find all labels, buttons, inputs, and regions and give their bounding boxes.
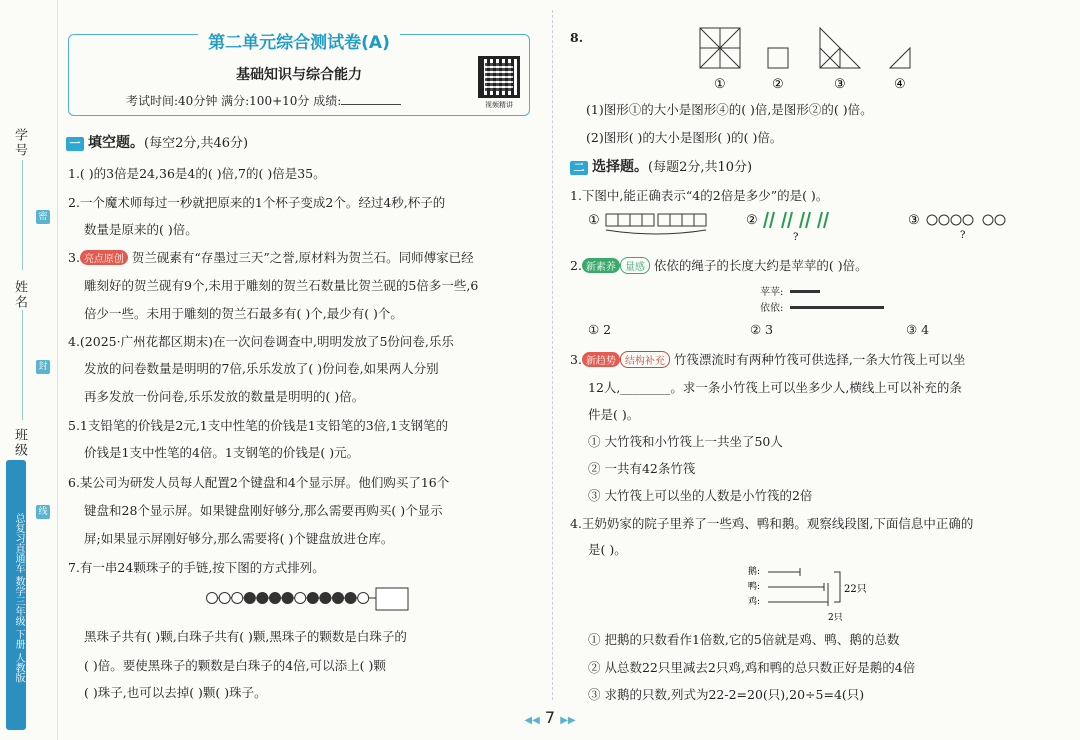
shape-2	[768, 48, 788, 68]
shape-label: ③	[834, 77, 846, 92]
choice-4-option: ② 从总数22只里减去2只鸡,鸡和鸭的总只数正好是鹅的4倍	[588, 660, 916, 675]
choice-question-4: 是( )。	[588, 542, 627, 557]
svg-text:③: ③	[908, 213, 920, 228]
rope-label: 苹苹:	[760, 287, 784, 298]
exam-info: 考试时间:40分钟 满分:100+10分 成绩:	[126, 92, 401, 109]
question-7-line: ( )倍。要使黑珠子的颗数是白珠子的4倍,可以添上( )颗	[84, 658, 386, 673]
svg-text:鸡:: 鸡:	[748, 597, 761, 607]
question-4-line: 4.(2025·广州花都区期末)在一次问卷调查中,明明发放了5份问卷,乐乐	[68, 334, 454, 349]
class-label: 班级	[12, 428, 27, 458]
option-3-circles	[927, 215, 1005, 225]
choice-question-1: 1.下图中,能正确表示“4的2倍是多少”的是( )。	[570, 188, 829, 203]
black-bead	[244, 593, 255, 604]
question-6-line: 键盘和28个显示屏。如果键盘刚好够分,那么需要再购买( )个显示	[84, 503, 443, 518]
svg-text:①: ①	[588, 213, 600, 228]
question-3-line: 倍少一些。未用于雕刻的贺兰石最多有( )个,最少有( )个。	[84, 306, 403, 321]
black-bead	[270, 593, 281, 604]
structure-tag: 结构补充	[620, 351, 670, 368]
seal-mark: 线	[36, 505, 50, 519]
shape-1	[700, 28, 740, 68]
black-bead	[345, 593, 356, 604]
white-bead	[219, 593, 230, 604]
svg-text:鹅:: 鹅:	[748, 567, 761, 577]
margin-strip	[0, 0, 58, 740]
white-bead	[358, 593, 369, 604]
rope-yiyi	[790, 306, 884, 309]
choice-2-option: ② 3	[750, 322, 774, 337]
question-7-line: 7.有一串24颗珠子的手链,按下图的方式排列。	[68, 560, 325, 575]
black-bead	[333, 593, 344, 604]
question-8-number: 8.	[570, 30, 584, 45]
black-bead	[307, 593, 318, 604]
question-5-line: 5.1支铅笔的价钱是2元,1支中性笔的价钱是1支铅笔的3倍,1支钢笔的	[68, 418, 449, 433]
bead-bracelet-figure	[204, 586, 410, 614]
qr-caption: 视频精讲	[485, 101, 513, 109]
question-4-line: 发放的问卷数量是明明的7倍,乐乐发放了( )份问卷,如果两人分别	[84, 361, 439, 376]
shape-label: ④	[894, 77, 906, 92]
page-divider	[552, 10, 553, 700]
new-skill-tag: 新素养	[582, 258, 620, 273]
option-2-sticks	[764, 212, 828, 228]
shapes-figure	[696, 26, 936, 94]
choice-2-option: ① 2	[588, 322, 612, 337]
question-3-line: 雕刻好的贺兰砚有9个,未用于雕刻的贺兰石数量比贺兰砚的5倍多一些,6	[84, 278, 479, 293]
svg-text:22只: 22只	[844, 584, 867, 595]
question-4-line: 再多发放一份问卷,乐乐发放的数量是明明的( )倍。	[84, 389, 365, 404]
black-bead	[257, 593, 268, 604]
choice-4-option: ③ 求鹅的只数,列式为22-2=20(只),20÷5=4(只)	[588, 687, 865, 702]
svg-text:鸭:: 鸭:	[748, 582, 761, 592]
section-number: 一	[66, 137, 84, 151]
section-1-header: 一 填空题。(每空2分,共46分)	[66, 132, 248, 152]
rope-label: 依依:	[760, 303, 784, 314]
question-2-line: 数量是原来的( )倍。	[84, 222, 198, 237]
next-arrow-icon: ▶▶	[560, 715, 576, 726]
margin-line	[22, 160, 23, 270]
choice-3-line: 件是( )。	[588, 407, 640, 422]
original-tag: 亮点原创	[80, 250, 128, 265]
choice-3-line: 12人,________。求一条小竹筏上可以坐多少人,横线上可以补充的条	[588, 380, 962, 395]
svg-text:2只: 2只	[828, 613, 843, 623]
question-3-line: 3. 亮点原创 贺兰砚素有“存墨过三天”之誉,原材料为贺兰石。同师傅家已经	[68, 250, 474, 265]
option-1-boxes	[606, 214, 706, 234]
shape-label: ②	[772, 77, 784, 92]
name-label: 姓名	[12, 280, 27, 310]
prev-arrow-icon: ◀◀	[524, 715, 540, 726]
margin-line	[22, 310, 23, 420]
question-5-line: 价钱是1支中性笔的4倍。1支钢笔的价钱是( )元。	[84, 445, 360, 460]
svg-text:?: ?	[793, 232, 799, 240]
black-bead	[282, 593, 293, 604]
page-subtitle: 基础知识与综合能力	[236, 67, 362, 83]
choice-3-option: ① 大竹筏和小竹筏上一共坐了50人	[588, 434, 783, 449]
section-number: 二	[570, 161, 588, 175]
choice-1-figures	[588, 208, 1048, 240]
rope-pingping	[790, 290, 820, 293]
choice-2-option: ③ 4	[906, 322, 930, 337]
choice-question-2: 2. 新素养 量感 依依的绳子的长度大约是苹苹的( )倍。	[570, 258, 868, 273]
question-6-line: 屏;如果显示屏刚好够分,那么需要将( )个键盘放进仓库。	[84, 531, 394, 546]
question-6-line: 6.某公司为研发人员每人配置2个键盘和4个显示屏。他们购买了16个	[68, 475, 450, 490]
svg-text:②: ②	[746, 213, 758, 228]
question-2-line: 2.一个魔术师每过一秒就把原来的1个杯子变成2个。经过4秒,杯子的	[68, 195, 446, 210]
section-2-header: 二 选择题。(每题2分,共10分)	[570, 156, 752, 176]
line-segment-diagram	[748, 562, 888, 628]
choice-4-option: ① 把鹅的只数看作1倍数,它的5倍就是鸡、鸭、鹅的总数	[588, 632, 900, 647]
shape-label: ①	[714, 77, 726, 92]
bracelet-clasp	[376, 588, 408, 610]
shape-4	[890, 48, 910, 68]
new-trend-tag: 新趋势	[582, 352, 620, 367]
seal-mark: 密	[36, 210, 50, 224]
question-1: 1.( )的3倍是24,36是4的( )倍,7的( )倍是35。	[68, 166, 326, 181]
white-bead	[207, 593, 218, 604]
choice-3-option: ③ 大竹筏上可以坐的人数是小竹筏的2倍	[588, 488, 813, 503]
question-8-line: (2)图形( )的大小是图形( )的( )倍。	[586, 130, 783, 145]
white-bead	[295, 593, 306, 604]
seal-mark: 封	[36, 360, 50, 374]
sense-tag: 量感	[620, 257, 650, 274]
white-bead	[232, 593, 243, 604]
student-no-label: 学号	[12, 128, 27, 158]
choice-question-3: 3. 新趋势 结构补充 竹筏漂流时有两种竹筏可供选择,一条大竹筏上可以坐	[570, 352, 966, 367]
question-8-line: (1)图形①的大小是图形④的( )倍,是图形②的( )倍。	[586, 102, 873, 117]
question-7-line: 黑珠子共有( )颗,白珠子共有( )颗,黑珠子的颗数是白珠子的	[84, 629, 407, 644]
black-bead	[320, 593, 331, 604]
svg-text:?: ?	[960, 230, 966, 240]
choice-3-option: ② 一共有42条竹筏	[588, 461, 696, 476]
qr-code-icon[interactable]	[478, 56, 520, 98]
page-title: 第二单元综合测试卷(A)	[198, 28, 400, 53]
question-7-line: ( )珠子,也可以去掉( )颗( )珠子。	[84, 685, 267, 700]
page-number: ◀◀ 7 ▶▶	[524, 708, 576, 727]
book-tag: 总复习直通车 数学三年级 下册 人教版	[6, 460, 26, 730]
choice-question-4: 4.王奶奶家的院子里养了一些鸡、鸭和鹅。观察线段图,下面信息中正确的	[570, 516, 974, 531]
shape-3	[820, 28, 860, 68]
